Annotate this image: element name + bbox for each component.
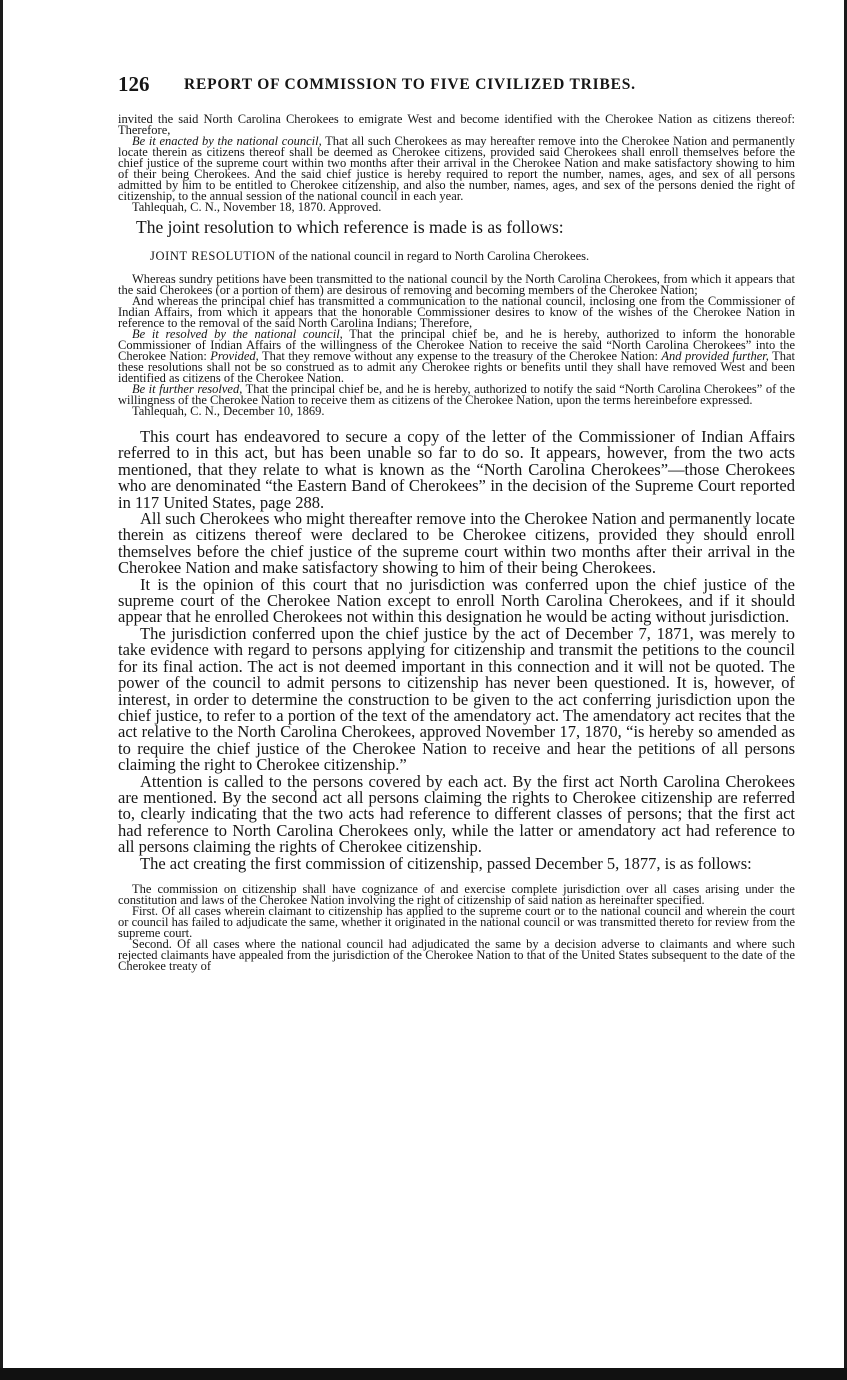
joint-resolution-head: JOINT RESOLUTION [150, 249, 276, 263]
joint-resolution-text [118, 274, 795, 417]
resolved-phrase: Be it resolved by the national council, [132, 327, 343, 341]
act-continuation: invited the said North Carolina Cherokees to emigrate West and become identified with the Cherokee Nation as citizens thereof: Therefore, [118, 112, 795, 137]
further-resolved-clause [118, 384, 795, 406]
opinion-paragraph-2: All such Cherokees who might thereafter remove into the Cherokee Nation and permanently locate therein as citizens thereof were declared to be Cherokee citizens, provided they should enroll themselves before the chief justice of the supreme court within two months after their arrival in the Cherokee Nation and make satisfactory showing to him of their being Cherokees. [118, 509, 795, 578]
provided-further-phrase: And provided further, [661, 349, 769, 363]
joint-resolution-signature: Tahlequah, C. N., December 10, 1869. [132, 404, 325, 418]
running-title: REPORT OF COMMISSION TO FIVE CIVILIZED TRIBES. [184, 76, 636, 93]
resolved-part-1: That the principal chief be, and he is hereby, authorized to inform the honorable Commissioner of Indian Affairs of the willingness of the Cherokee Nation to receive the said “North Carolina Cherokees” into the Cherokee Nation: [118, 327, 796, 363]
enacting-phrase: Be it enacted by the national council, [132, 134, 322, 148]
page-header [118, 72, 798, 98]
commission-act-paragraph-1: The commission on citizenship shall have cognizance of and exercise complete jurisdiction over all cases arising under the constitution and laws of the Cherokee Nation involving the right of citizenship of said nation as hereinafter specified. [118, 881, 795, 907]
court-opinion [118, 429, 795, 872]
opinion-paragraph-1: This court has endeavored to secure a copy of the letter of the Commissioner of Indian Affairs referred to in this act, but has been unable so far to do so. It appears, however, from the two acts mentioned, that they relate to what is known as the “North Carolina Cherokees”—those Cherokees who are denominated “the Eastern Band of Cherokees” in the decision of the Supreme Court reported in 117 United States, page 288. [118, 427, 795, 512]
commission-act-paragraph-3: Second. Of all cases where the national council had adjudicated the same by a decision adverse to claimants and where such rejected claimants have appealed from the jurisdiction of the Cherokee Nation to that of the United States subsequent to the date of the Cherokee treaty of [118, 936, 795, 973]
page-number: 126 [118, 72, 150, 96]
joint-resolution-title [118, 249, 795, 263]
enacting-body: That all such Cherokees as may hereafter remove into the Cherokee Nation and permanently locate therein as citizens thereof shall be deemed as Cherokee citizens, provided said Cherokees shall enroll themselves before the chief justice of the supreme court within two months after their arrival in the Cherokee Nation and make satisfactory showing to him of their being Cherokees. And the said chief justice is hereby required to report the number, names, ages, and sex of all persons admitted by him to be entitled to Cherokee citizenship, and also the number, names, ages, and sex of the persons denied the right of citizenship, to the annual session of the national council in each year. [118, 134, 796, 203]
act-signature: Tahlequah, C. N., November 18, 1870. Approved. [132, 200, 382, 214]
resolved-part-2: That they remove without any expense to the treasury of the Cherokee Nation: [261, 349, 658, 363]
provided-phrase: Provided, [210, 349, 259, 363]
resolved-part-3: That these resolutions shall not be so construed as to admit any Cherokee rights or benefits until they shall have removed West and been identified as citizens of the Cherokee Nation. [118, 349, 795, 385]
further-resolved-body: That the principal chief be, and he is hereby, authorized to notify the said “North Carolina Cherokees” of the willingness of the Cherokee Nation to receive them as citizens of the Cherokee Nation, upon the terms hereinbefore expressed. [118, 382, 795, 407]
act-text [118, 114, 795, 213]
page-content [118, 114, 795, 972]
opinion-paragraph-3: It is the opinion of this court that no jurisdiction was conferred upon the chief justice of the supreme court of the Cherokee Nation except to enroll North Carolina Cherokees, and if it should appear that he enrolled Cherokees not within this designation he would be acting without jurisdiction. [118, 574, 795, 627]
opinion-paragraph-6: The act creating the first commission of citizenship, passed December 5, 1877, is as follows: [140, 853, 752, 873]
resolved-clause [118, 329, 795, 384]
act-enacting-clause [118, 136, 795, 202]
scan-edge-left [0, 0, 3, 1380]
whereas-clause-2: And whereas the principal chief has transmitted a communication to the national council, inclosing one from the Commissioner of Indian Affairs, from which it appears that the honorable Commissioner desires to know of the wishes of the Cherokee Nation in reference to the removal of the said North Carolina Indians; Therefore, [118, 294, 795, 330]
commission-act [118, 881, 795, 973]
opinion-paragraph-4: The jurisdiction conferred upon the chief justice by the act of December 7, 1871, was merely to take evidence with regard to persons applying for citizenship and transmit the petitions to the council for its final action. The act is not deemed important in this connection and it will not be quoted. The power of the council to admit persons to citizenship has never been questioned. It is, however, of interest, in order to determine the construction to be given to the act conferring jurisdiction upon the chief justice, to refer to a portion of the text of the amendatory act. The amendatory act recites that the act relative to the North Carolina Cherokees, approved November 17, 1870, “is hereby so amended as to require the chief justice of the Cherokee Nation to receive and hear the petitions of all persons claiming the right to Cherokee citizenship.” [118, 623, 795, 775]
further-resolved-phrase: Be it further resolved, [132, 382, 243, 396]
opinion-paragraph-5: Attention is called to the persons covered by each act. By the first act North Carolina Cherokees are mentioned. By the second act all persons claiming the rights to Cherokee citizenship are referred to, clearly indicating that the two acts had reference to different classes of persons; that the first act had reference to North Carolina Cherokees only, while the latter or amendatory act had reference to all persons claiming the rights of Cherokee citizenship. [118, 771, 795, 857]
commission-act-paragraph-2: First. Of all cases wherein claimant to citizenship has applied to the supreme court or to the national council and wherein the court or council has failed to adjudicate the same, whether it originated in the national council or was transmitted thereto for review from the supreme court. [118, 903, 795, 940]
joint-resolution-subject: of the national council in regard to North Carolina Cherokees. [278, 249, 590, 263]
whereas-clause-1: Whereas sundry petitions have been transmitted to the national council by the North Carolina Cherokees, from which it appears that the said Cherokees (or a portion of them) are desirous of removing and becoming members of the Cherokee Nation; [118, 272, 795, 297]
joint-resolution-intro: The joint resolution to which reference is made is as follows: [136, 217, 564, 237]
scan-edge-bottom [0, 1368, 847, 1380]
